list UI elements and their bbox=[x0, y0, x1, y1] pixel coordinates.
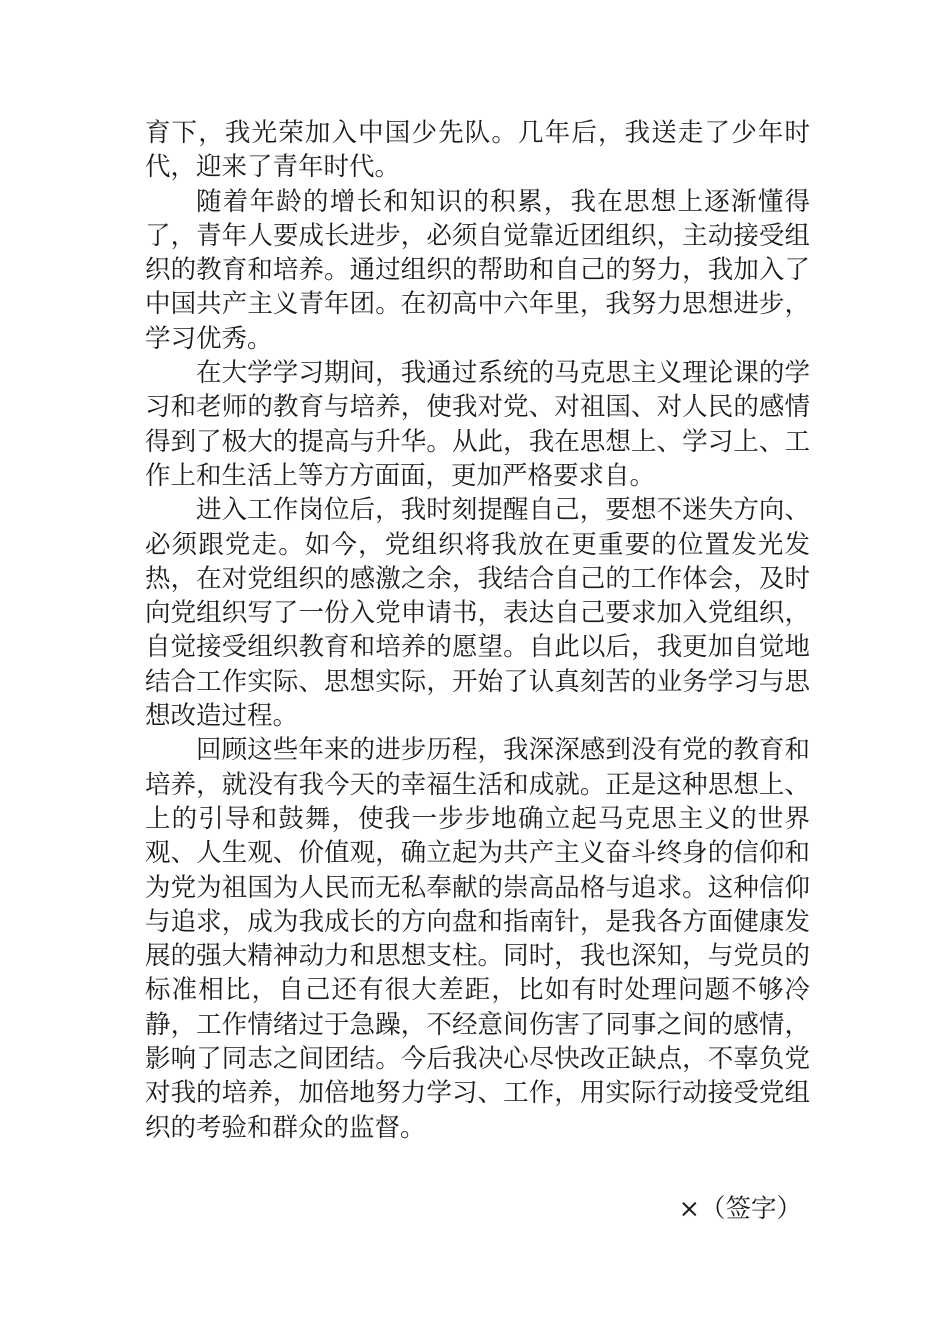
signature-line: ×（签字） bbox=[678, 1194, 802, 1224]
paragraph-4: 进入工作岗位后，我时刻提醒自己，要想不迷失方向、必须跟党走。如今，党组织将我放在更重要的位置发光发热，在对党组织的感激之余，我结合自己的工作体会，及时向党组织写了一份入党申请书，表达自己要求加入党组织，自觉接受组织教育和培养的愿望。自此以后，我更加自觉地结合工作实际、思想实际，开始了认真刻苦的业务学习与思想改造过程。 bbox=[145, 495, 810, 732]
document-body bbox=[145, 116, 810, 1145]
paragraph-1: 育下，我光荣加入中国少先队。几年后，我送走了少年时代，迎来了青年时代。 bbox=[145, 118, 810, 183]
paragraph-5: 回顾这些年来的进步历程，我深深感到没有党的教育和培养，就没有我今天的幸福生活和成就。正是这种思想上、上的引导和鼓舞，使我一步步地确立起马克思主义的世界观、人生观、价值观，确立起为共产主义奋斗终身的信仰和为党为祖国为人民而无私奉献的崇高品格与追求。这种信仰与追求，成为我成长的方向盘和指南针，是我各方面健康发展的强大精神动力和思想支柱。同时，我也深知，与党员的标准相比，自己还有很大差距，比如有时处理问题不够冷静，工作情绪过于急躁，不经意间伤害了同事之间的感情，影响了同志之间团结。今后我决心尽快改正缺点，不辜负党对我的培养，加倍地努力学习、工作，用实际行动接受党组织的考验和群众的监督。 bbox=[145, 735, 810, 1143]
paragraph-3: 在大学学习期间，我通过系统的马克思主义理论课的学习和老师的教育与培养，使我对党、对祖国、对人民的感情得到了极大的提高与升华。从此，我在思想上、学习上、工作上和生活上等方方面面，更加严格要求自。 bbox=[145, 358, 810, 491]
paragraph-2: 随着年龄的增长和知识的积累，我在思想上逐渐懂得了，青年人要成长进步，必须自觉靠近团组织，主动接受组织的教育和培养。通过组织的帮助和自己的努力，我加入了中国共产主义青年团。在初高中六年里，我努力思想进步，学习优秀。 bbox=[145, 186, 810, 354]
